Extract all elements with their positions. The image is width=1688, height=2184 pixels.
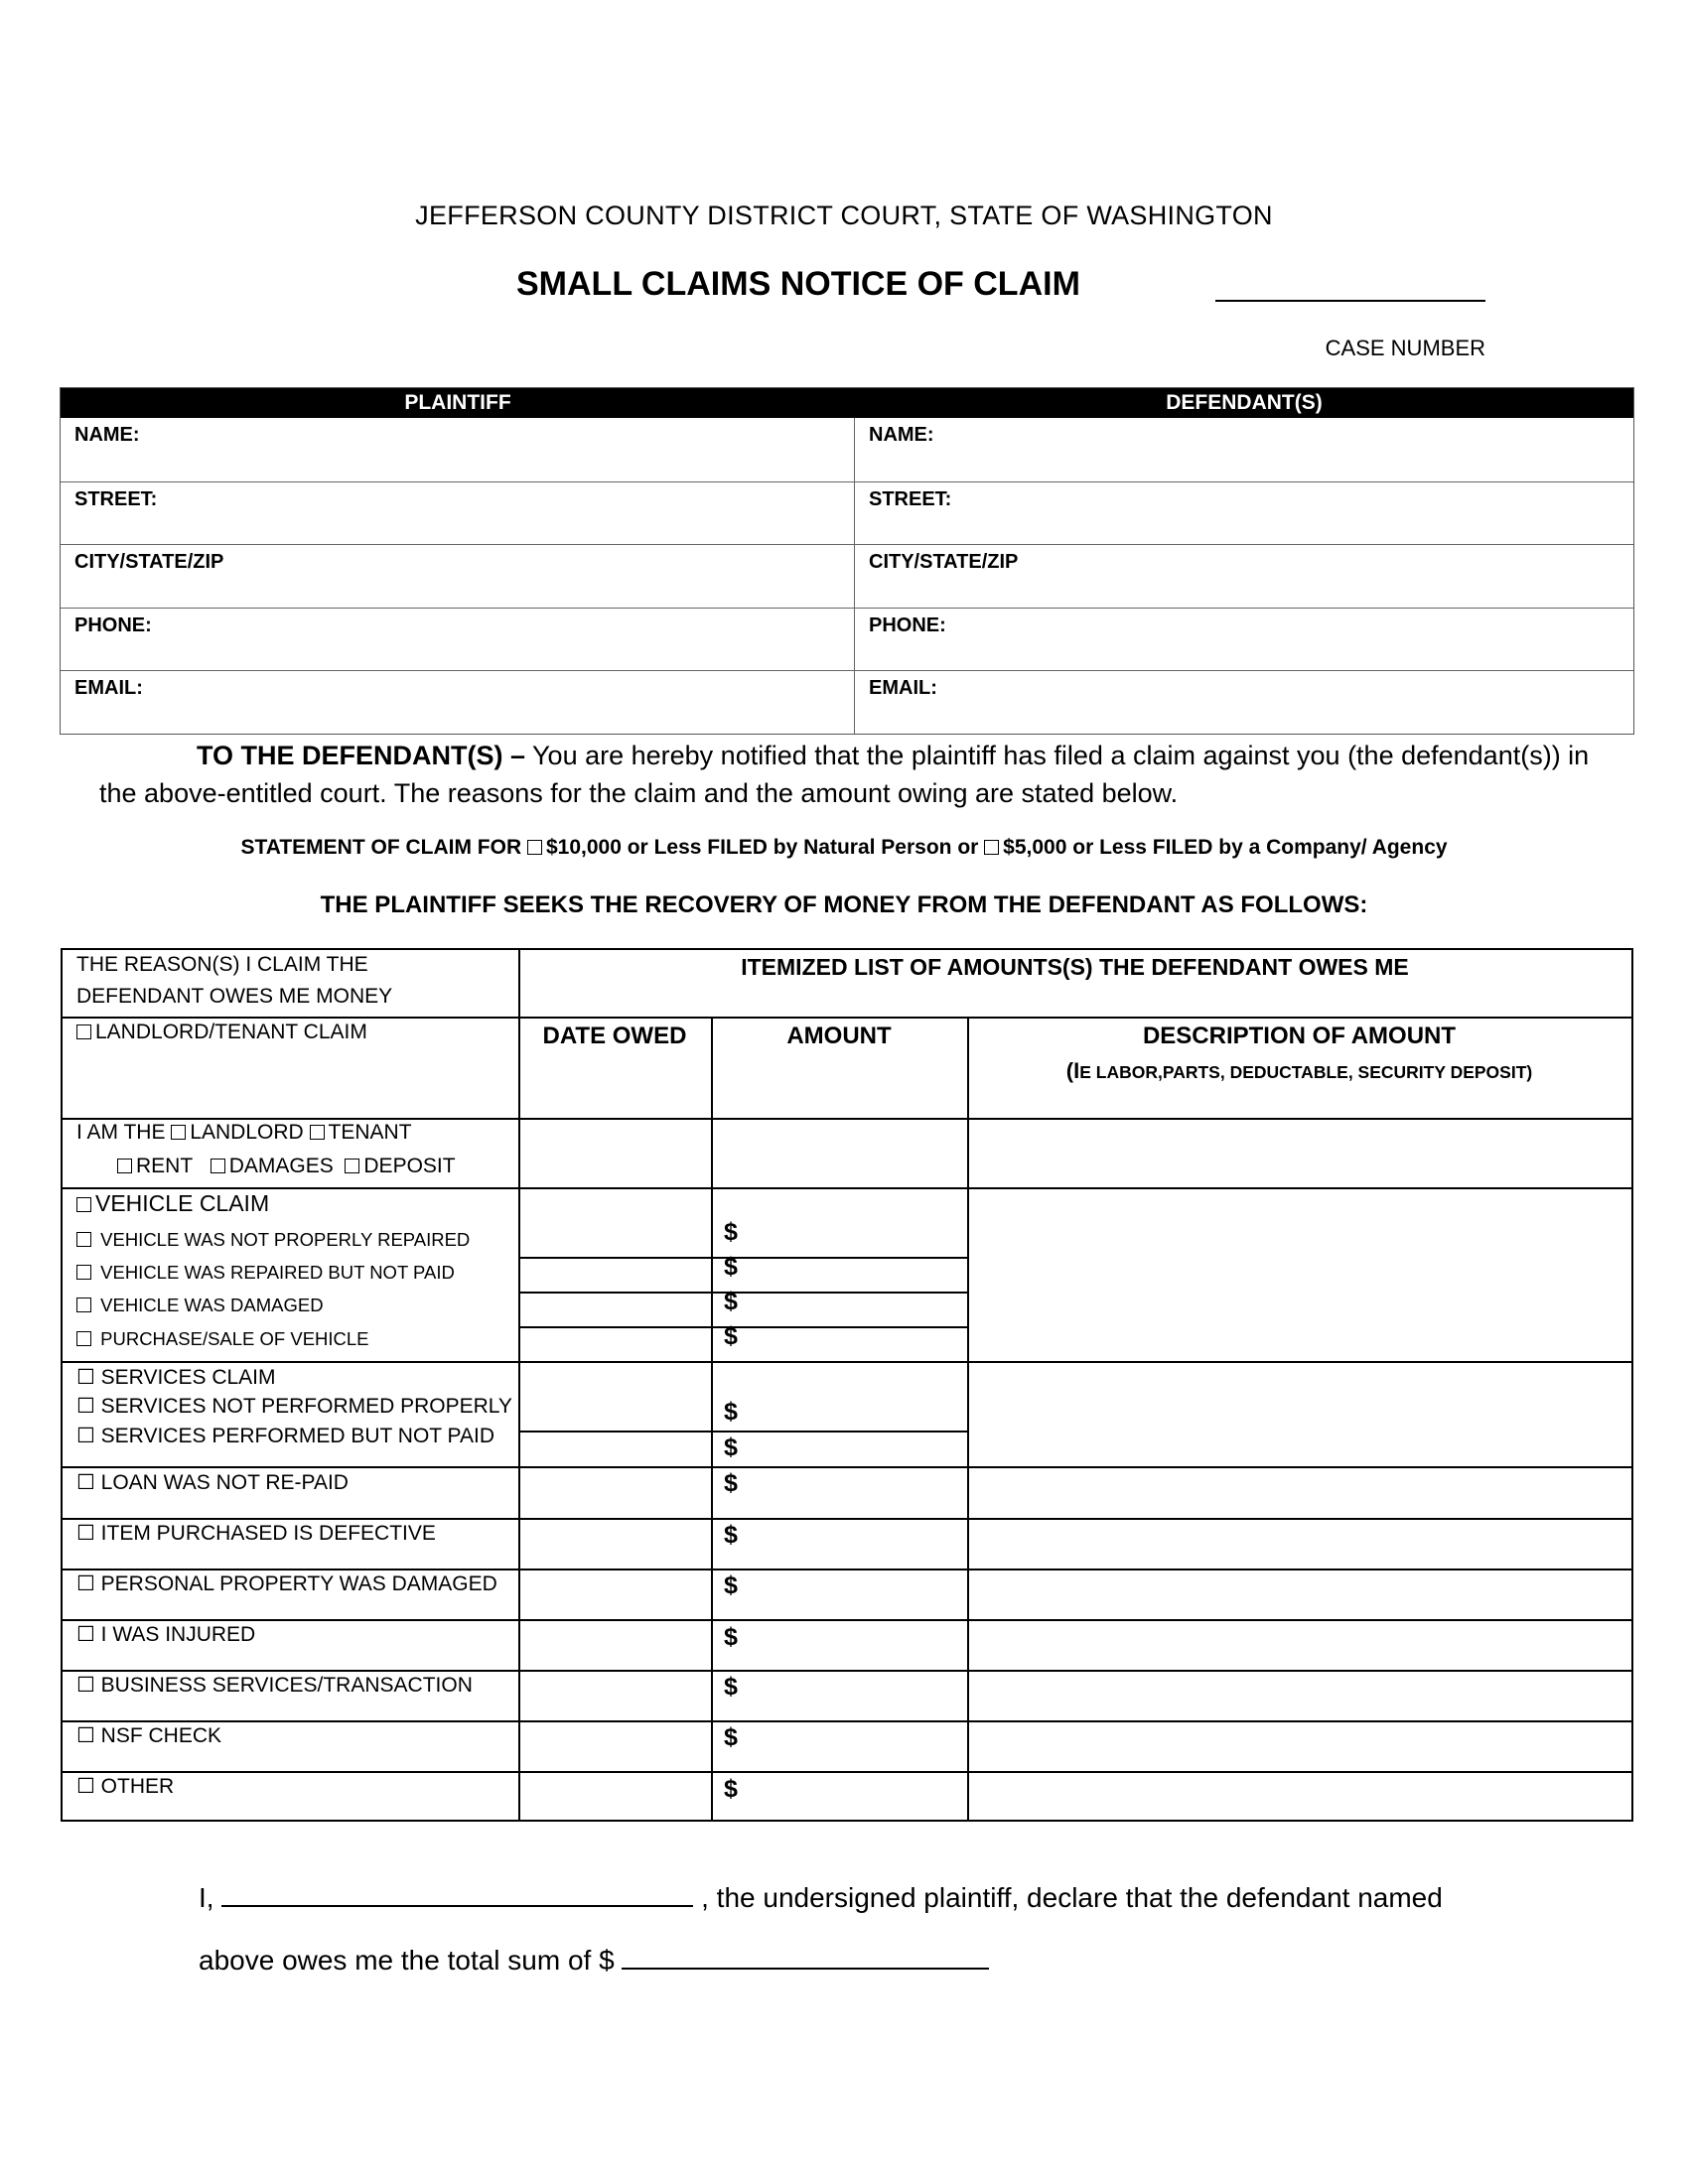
rent-checkbox[interactable] bbox=[117, 1159, 132, 1173]
notice-text-2: the above-entitled court. The reasons for the claim and the amount owing are stated below. bbox=[99, 778, 1179, 808]
description-header: DESCRIPTION OF AMOUNT bbox=[1142, 1023, 1457, 1049]
dollar-sign: $ bbox=[724, 1775, 738, 1803]
dollar-sign: $ bbox=[724, 1723, 738, 1751]
plaintiff-street-field[interactable] bbox=[61, 482, 855, 545]
option-label: VEHICLE WAS REPAIRED BUT NOT PAID bbox=[100, 1262, 455, 1283]
field-label: STREET: bbox=[869, 487, 952, 510]
checkbox[interactable] bbox=[76, 1024, 91, 1039]
landlord-checkbox[interactable] bbox=[171, 1125, 186, 1140]
i-am-the-line bbox=[76, 1121, 412, 1145]
statement-option-1: $10,000 or Less FILED by Natural Person or bbox=[545, 836, 979, 859]
damages-checkbox[interactable] bbox=[211, 1159, 225, 1173]
itemized-header: ITEMIZED LIST OF AMOUNTS(S) THE DEFENDANT OWES ME bbox=[741, 954, 1409, 980]
field-label: NAME: bbox=[74, 424, 140, 446]
checkbox[interactable] bbox=[76, 1265, 91, 1280]
dollar-sign: $ bbox=[724, 1398, 738, 1426]
defendant-email-field[interactable] bbox=[855, 671, 1633, 734]
party-row-street bbox=[61, 481, 1633, 545]
landlord-tenant-claim-option[interactable] bbox=[76, 1021, 367, 1044]
services-claim-option[interactable]: ☐ SERVICES CLAIM bbox=[76, 1366, 276, 1389]
vehicle-option-1[interactable] bbox=[76, 1229, 470, 1251]
field-label: NAME: bbox=[869, 424, 934, 446]
case-number-label: CASE NUMBER bbox=[1325, 336, 1485, 360]
court-name: JEFFERSON COUNTY DISTRICT COURT, STATE OF WASHINGTON bbox=[415, 201, 1273, 230]
services-not-performed-option[interactable]: ☐ SERVICES NOT PERFORMED PROPERLY bbox=[76, 1395, 512, 1418]
notice-lead: TO THE DEFENDANT(S) – bbox=[197, 741, 526, 770]
notice-text-1: You are hereby notified that the plaintiff has filed a claim against you (the defendant(s)) in bbox=[525, 741, 1590, 770]
dollar-sign: $ bbox=[724, 1218, 738, 1246]
statement-prefix: STATEMENT OF CLAIM FOR bbox=[240, 836, 522, 859]
damages-label: DAMAGES bbox=[228, 1155, 334, 1177]
party-table-header bbox=[61, 388, 1633, 418]
column-divider bbox=[711, 1017, 713, 1822]
field-label: PHONE: bbox=[74, 614, 152, 636]
reason-header-line-1: THE REASON(S) I CLAIM THE bbox=[76, 953, 368, 976]
amount-header: AMOUNT bbox=[786, 1023, 892, 1049]
dollar-sign: $ bbox=[724, 1571, 738, 1599]
dollar-sign: $ bbox=[724, 1623, 738, 1651]
claims-table bbox=[61, 948, 1633, 1822]
plaintiff-name-field[interactable] bbox=[61, 418, 855, 481]
plaintiff-name-blank[interactable] bbox=[221, 1881, 693, 1907]
party-row-email bbox=[61, 670, 1633, 734]
description-sub-1: (I bbox=[1065, 1058, 1080, 1083]
checkbox[interactable] bbox=[76, 1232, 91, 1247]
declaration-line-1 bbox=[199, 1881, 1443, 1914]
deposit-label: DEPOSIT bbox=[363, 1155, 456, 1177]
vehicle-option-3[interactable] bbox=[76, 1295, 324, 1316]
table-border bbox=[61, 1820, 1633, 1822]
party-table bbox=[60, 387, 1634, 735]
rent-label: RENT bbox=[136, 1155, 194, 1177]
sub-row-divider bbox=[518, 1326, 967, 1328]
description-subheader bbox=[967, 1058, 1631, 1084]
injured-option[interactable]: ☐ I WAS INJURED bbox=[76, 1623, 256, 1646]
total-sum-label: above owes me the total sum of $ bbox=[199, 1945, 615, 1976]
vehicle-claim-option[interactable] bbox=[76, 1190, 269, 1217]
declaration-prefix: I, bbox=[199, 1882, 214, 1913]
tenant-checkbox[interactable] bbox=[310, 1125, 325, 1140]
column-divider bbox=[518, 948, 520, 1822]
column-divider bbox=[967, 1017, 969, 1822]
i-am-the-label: I AM THE bbox=[76, 1121, 166, 1144]
declaration-line-2 bbox=[199, 1944, 989, 1977]
row-divider bbox=[61, 1569, 1633, 1570]
dollar-sign: $ bbox=[724, 1469, 738, 1497]
checkbox[interactable] bbox=[76, 1297, 91, 1312]
defendant-street-field[interactable] bbox=[855, 482, 1633, 545]
party-row-phone bbox=[61, 608, 1633, 671]
option-label: VEHICLE WAS DAMAGED bbox=[100, 1295, 324, 1315]
table-border bbox=[1631, 948, 1633, 1822]
statement-of-claim bbox=[0, 836, 1688, 860]
field-label: CITY/STATE/ZIP bbox=[74, 551, 224, 574]
row-divider bbox=[61, 1720, 1633, 1722]
dollar-sign: $ bbox=[724, 1521, 738, 1549]
seeks-heading: THE PLAINTIFF SEEKS THE RECOVERY OF MONEY FROM THE DEFENDANT AS FOLLOWS: bbox=[320, 891, 1368, 918]
row-divider bbox=[61, 1771, 1633, 1773]
party-row-name bbox=[61, 418, 1633, 481]
option-label: LANDLORD/TENANT CLAIM bbox=[95, 1021, 367, 1043]
field-label: EMAIL: bbox=[869, 677, 937, 700]
sub-row-divider bbox=[518, 1431, 967, 1433]
field-label: CITY/STATE/ZIP bbox=[869, 551, 1019, 574]
nsf-check-option[interactable]: ☐ NSF CHECK bbox=[76, 1724, 222, 1747]
loan-option[interactable]: ☐ LOAN WAS NOT RE-PAID bbox=[76, 1471, 349, 1494]
defendant-phone-field[interactable] bbox=[855, 609, 1633, 671]
row-divider bbox=[61, 1466, 1633, 1468]
other-option[interactable]: ☐ OTHER bbox=[76, 1775, 175, 1798]
field-label: STREET: bbox=[74, 487, 158, 510]
option-label: VEHICLE CLAIM bbox=[95, 1190, 270, 1216]
party-row-city bbox=[61, 544, 1633, 608]
vehicle-option-2[interactable] bbox=[76, 1262, 455, 1284]
row-divider bbox=[61, 1518, 1633, 1520]
defective-item-option[interactable]: ☐ ITEM PURCHASED IS DEFECTIVE bbox=[76, 1522, 436, 1545]
description-sub-2: E LABOR,PARTS, DEDUCTABLE, SECURITY DEPOSIT) bbox=[1079, 1062, 1533, 1082]
row-divider bbox=[61, 1619, 1633, 1621]
row-divider bbox=[61, 1118, 1633, 1120]
business-services-option[interactable]: ☐ BUSINESS SERVICES/TRANSACTION bbox=[76, 1674, 473, 1697]
plaintiff-header: PLAINTIFF bbox=[404, 391, 511, 414]
defendant-name-field[interactable] bbox=[855, 418, 1633, 481]
checkbox[interactable] bbox=[76, 1197, 91, 1212]
rent-damages-deposit-line bbox=[117, 1155, 456, 1178]
deposit-checkbox[interactable] bbox=[345, 1159, 359, 1173]
row-divider bbox=[61, 1187, 1633, 1189]
row-divider bbox=[61, 1361, 1633, 1363]
plaintiff-city-field[interactable] bbox=[61, 545, 855, 608]
table-border bbox=[61, 948, 63, 1822]
services-performed-not-paid-option[interactable]: ☐ SERVICES PERFORMED BUT NOT PAID bbox=[76, 1425, 495, 1447]
option-label: VEHICLE WAS NOT PROPERLY REPAIRED bbox=[100, 1229, 471, 1250]
plaintiff-phone-field[interactable] bbox=[61, 609, 855, 671]
tenant-label: TENANT bbox=[328, 1121, 412, 1144]
form-title: SMALL CLAIMS NOTICE OF CLAIM bbox=[516, 265, 1080, 303]
reason-header-line-2: DEFENDANT OWES ME MONEY bbox=[76, 985, 393, 1008]
row-divider bbox=[61, 1670, 1633, 1672]
dollar-sign: $ bbox=[724, 1322, 738, 1350]
statement-option-2: $5,000 or Less FILED by a Company/ Agency bbox=[1003, 836, 1448, 859]
vehicle-option-4[interactable] bbox=[76, 1328, 369, 1350]
dollar-sign: $ bbox=[724, 1253, 738, 1281]
personal-property-option[interactable]: ☐ PERSONAL PROPERTY WAS DAMAGED bbox=[76, 1572, 497, 1595]
checkbox-5000[interactable] bbox=[984, 840, 999, 855]
plaintiff-email-field[interactable] bbox=[61, 671, 855, 734]
dollar-sign: $ bbox=[724, 1288, 738, 1315]
option-label: PURCHASE/SALE OF VEHICLE bbox=[100, 1328, 369, 1349]
case-number-field[interactable] bbox=[1215, 300, 1485, 302]
total-sum-blank[interactable] bbox=[622, 1944, 989, 1970]
row-divider bbox=[61, 1017, 1633, 1019]
dollar-sign: $ bbox=[724, 1673, 738, 1701]
landlord-label: LANDLORD bbox=[190, 1121, 304, 1144]
field-label: PHONE: bbox=[869, 614, 946, 636]
dollar-sign: $ bbox=[724, 1433, 738, 1461]
date-owed-header: DATE OWED bbox=[542, 1023, 687, 1049]
checkbox[interactable] bbox=[76, 1331, 91, 1346]
notice-paragraph bbox=[99, 737, 1638, 812]
declaration-suffix: , the undersigned plaintiff, declare that the defendant named bbox=[701, 1882, 1443, 1913]
sub-row-divider bbox=[518, 1292, 967, 1294]
defendant-header: DEFENDANT(S) bbox=[1166, 391, 1323, 414]
table-border bbox=[61, 948, 1633, 950]
checkbox-10000[interactable] bbox=[527, 840, 542, 855]
field-label: EMAIL: bbox=[74, 677, 143, 700]
defendant-city-field[interactable] bbox=[855, 545, 1633, 608]
sub-row-divider bbox=[518, 1257, 967, 1259]
